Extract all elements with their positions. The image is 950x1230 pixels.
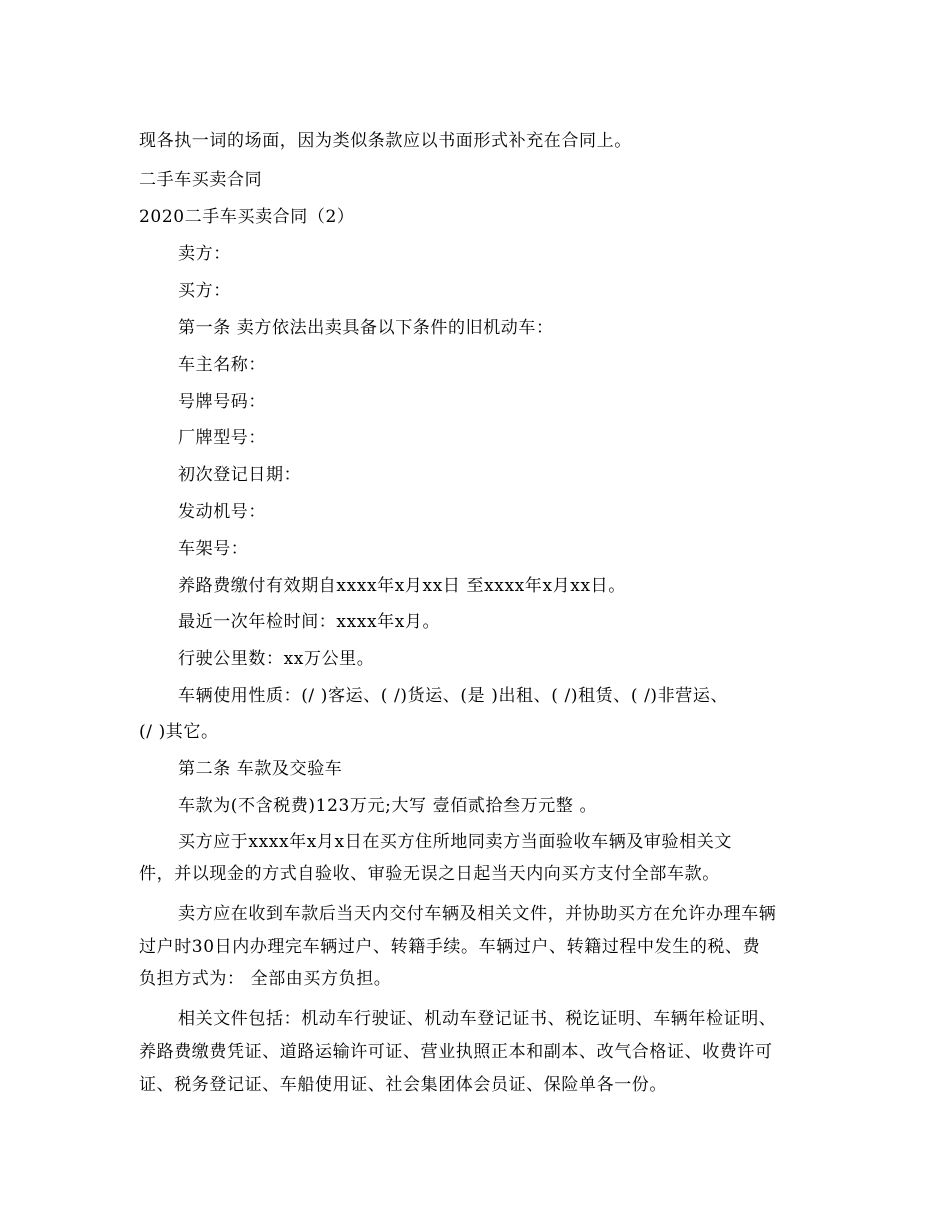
buyer-field: 买方：	[178, 281, 231, 301]
owner-name-field: 车主名称：	[178, 355, 266, 375]
paragraph-inspection: 买方应于xxxx年x月x日在买方住所地同卖方当面验收车辆及审验相关文	[178, 832, 732, 852]
last-inspection-field: 最近一次年检时间：xxxx年x月。	[178, 612, 441, 632]
text-line-continuation: 现各执一词的场面，因为类似条款应以书面形式补充在合同上。	[139, 131, 632, 151]
article-2-heading: 第二条 车款及交验车	[178, 759, 343, 779]
paragraph-delivery-cont-2: 负担方式为： 全部由买方负担。	[139, 969, 392, 989]
paragraph-inspection-cont: 件，并以现金的方式自验收、审验无误之日起当天内向买方支付全部车款。	[139, 864, 720, 884]
paragraph-documents-cont-1: 养路费缴费凭证、道路运输许可证、营业执照正本和副本、改气合格证、收费许可	[139, 1042, 773, 1062]
section-heading: 二手车买卖合同	[139, 170, 263, 190]
engine-number-field: 发动机号：	[178, 502, 266, 522]
mileage-field: 行驶公里数：xx万公里。	[178, 649, 375, 669]
paragraph-delivery-cont-1: 过户时30日内办理完车辆过户、转籍手续。车辆过户、转籍过程中发生的税、费	[139, 937, 761, 957]
frame-number-field: 车架号：	[178, 539, 249, 559]
plate-number-field: 号牌号码：	[178, 392, 266, 412]
paragraph-documents-cont-2: 证、税务登记证、车船使用证、社会集团体会员证、保险单各一份。	[139, 1075, 667, 1095]
usage-nature-field: 车辆使用性质：(/ )客运、( /)货运、(是 )出租、( /)租赁、( /)非营运、	[178, 686, 729, 706]
road-fee-validity-field: 养路费缴付有效期自xxxx年x月xx日 至xxxx年x月xx日。	[178, 576, 626, 596]
brand-model-field: 厂牌型号：	[178, 428, 266, 448]
price-field: 车款为(不含税费)123万元;大写 壹佰贰拾叁万元整 。	[178, 796, 598, 816]
first-registration-field: 初次登记日期：	[178, 465, 302, 485]
article-1-heading: 第一条 卖方依法出卖具备以下条件的旧机动车：	[178, 318, 554, 338]
paragraph-documents: 相关文件包括：机动车行驶证、机动车登记证书、税讫证明、车辆年检证明、	[178, 1009, 777, 1029]
contract-title: 2020二手车买卖合同（2）	[139, 207, 355, 227]
paragraph-delivery: 卖方应在收到车款后当天内交付车辆及相关文件，并协助买方在允许办理车辆	[178, 904, 777, 924]
seller-field: 卖方：	[178, 244, 231, 264]
usage-nature-continuation: (/ )其它。	[139, 722, 219, 742]
